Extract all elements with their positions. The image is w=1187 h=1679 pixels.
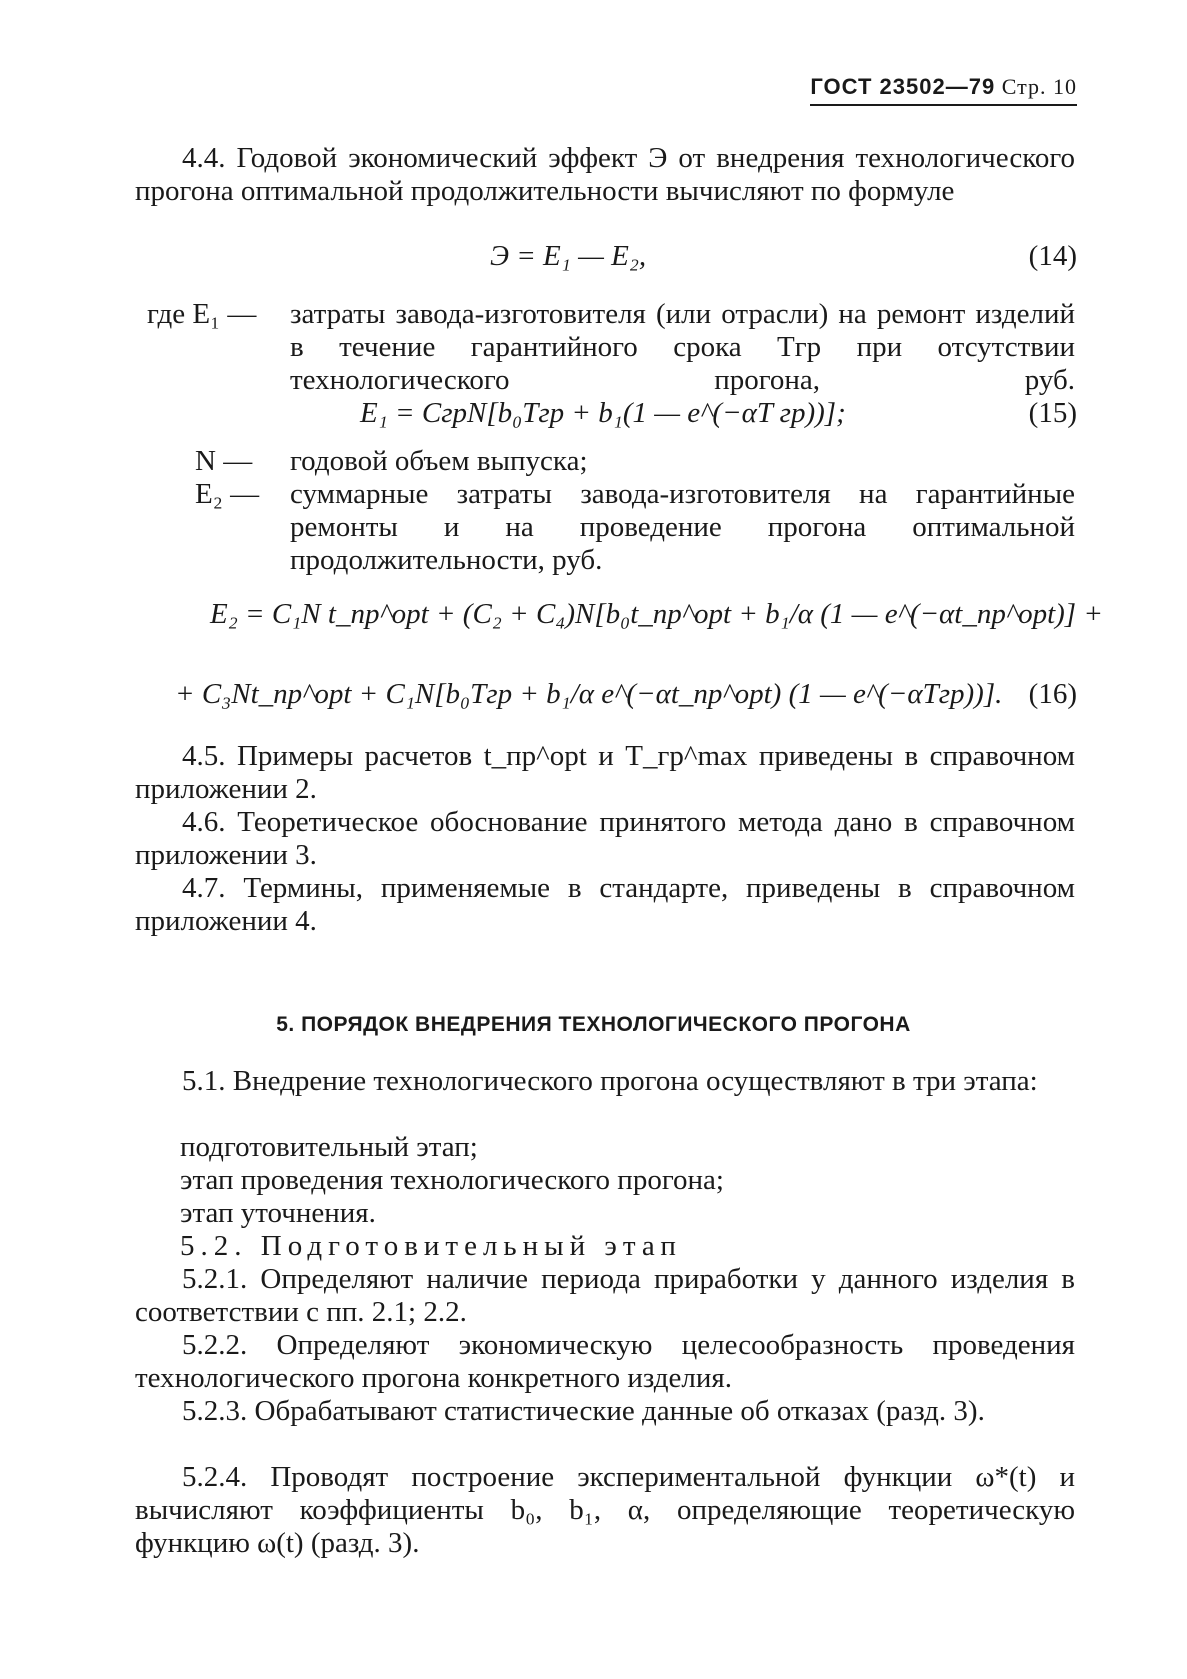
def-e1-key: где E₁ — xyxy=(147,298,257,330)
paragraph-4-6: 4.6. Теоретическое обоснование принятого метода дано в справочном приложении 3. xyxy=(135,806,1075,871)
paragraph-5-1: 5.1. Внедрение технологического прогона осуществляют в три этапа: xyxy=(182,1065,1038,1097)
def-e1-text: затраты завода-изготовителя (или отрасли) на ремонт изделий в течение гарантийного срока Tгр при отсутствии технологического прогона, руб. xyxy=(290,298,1075,396)
paragraph-5-2-2: 5.2.2. Определяют экономическую целесообразность проведения технологического прогона конкретного изделия. xyxy=(135,1329,1075,1394)
stage-item-1: подготовительный этап; xyxy=(180,1131,478,1163)
formula-15: E₁ = CгрN[b₀Tгр + b₁(1 — e^(−αT гр))]; xyxy=(360,397,846,429)
stage-item-3: этап уточнения. xyxy=(180,1197,376,1229)
formula-14-number: (14) xyxy=(1028,240,1077,272)
stage-item-2: этап проведения технологического прогона; xyxy=(180,1164,724,1196)
paragraph-4-4: 4.4. Годовой экономический эффект Э от внедрения технологического прогона оптимальной продолжительности вычисляют по формуле xyxy=(135,142,1075,207)
def-n-key: N — xyxy=(195,445,253,477)
formula-16-number: (16) xyxy=(1028,678,1077,710)
page-number: Стр. 10 xyxy=(1001,74,1077,99)
page-header xyxy=(810,74,1077,106)
formula-16-line-2: + C₃Nt_пр^opt + C₁N[b₀Tгр + b₁/α e^(−αt_пр^opt) (1 — e^(−αTгр))]. xyxy=(175,678,1003,710)
paragraph-4-5: 4.5. Примеры расчетов t_пр^opt и T_гр^max приведены в справочном приложении 2. xyxy=(135,740,1075,805)
paragraph-4-7: 4.7. Термины, применяемые в стандарте, приведены в справочном приложении 4. xyxy=(135,872,1075,937)
def-n-text: годовой объем выпуска; xyxy=(290,445,588,477)
paragraph-5-2-heading: 5.2. Подготовительный этап xyxy=(180,1230,682,1262)
def-e2-text: суммарные затраты завода-изготовителя на гарантийные ремонты и на проведение прогона оптимальной продолжительности, руб. xyxy=(290,478,1075,576)
gost-number: ГОСТ 23502—79 xyxy=(810,74,996,99)
paragraph-5-2-4: 5.2.4. Проводят построение экспериментальной функции ω*(t) и вычисляют коэффициенты b₀, b₁, α, определяющие теоретическую функцию ω(t) (разд. 3). xyxy=(135,1461,1075,1559)
formula-15-number: (15) xyxy=(1028,397,1077,429)
paragraph-5-2-1: 5.2.1. Определяют наличие периода приработки у данного изделия в соответствии с пп. 2.1; 2.2. xyxy=(135,1263,1075,1328)
paragraph-5-2-3: 5.2.3. Обрабатывают статистические данные об отказах (разд. 3). xyxy=(182,1395,985,1427)
section-5-title: 5. ПОРЯДОК ВНЕДРЕНИЯ ТЕХНОЛОГИЧЕСКОГО ПРОГОНА xyxy=(276,1013,911,1036)
formula-14: Э = E₁ — E₂, xyxy=(490,240,647,272)
formula-16-line-1: E₂ = C₁N t_пр^opt + (C₂ + C₄)N[b₀t_пр^opt + b₁/α (1 — e^(−αt_пр^opt)] + xyxy=(210,598,1103,630)
def-e2-key: E₂ — xyxy=(195,478,260,510)
